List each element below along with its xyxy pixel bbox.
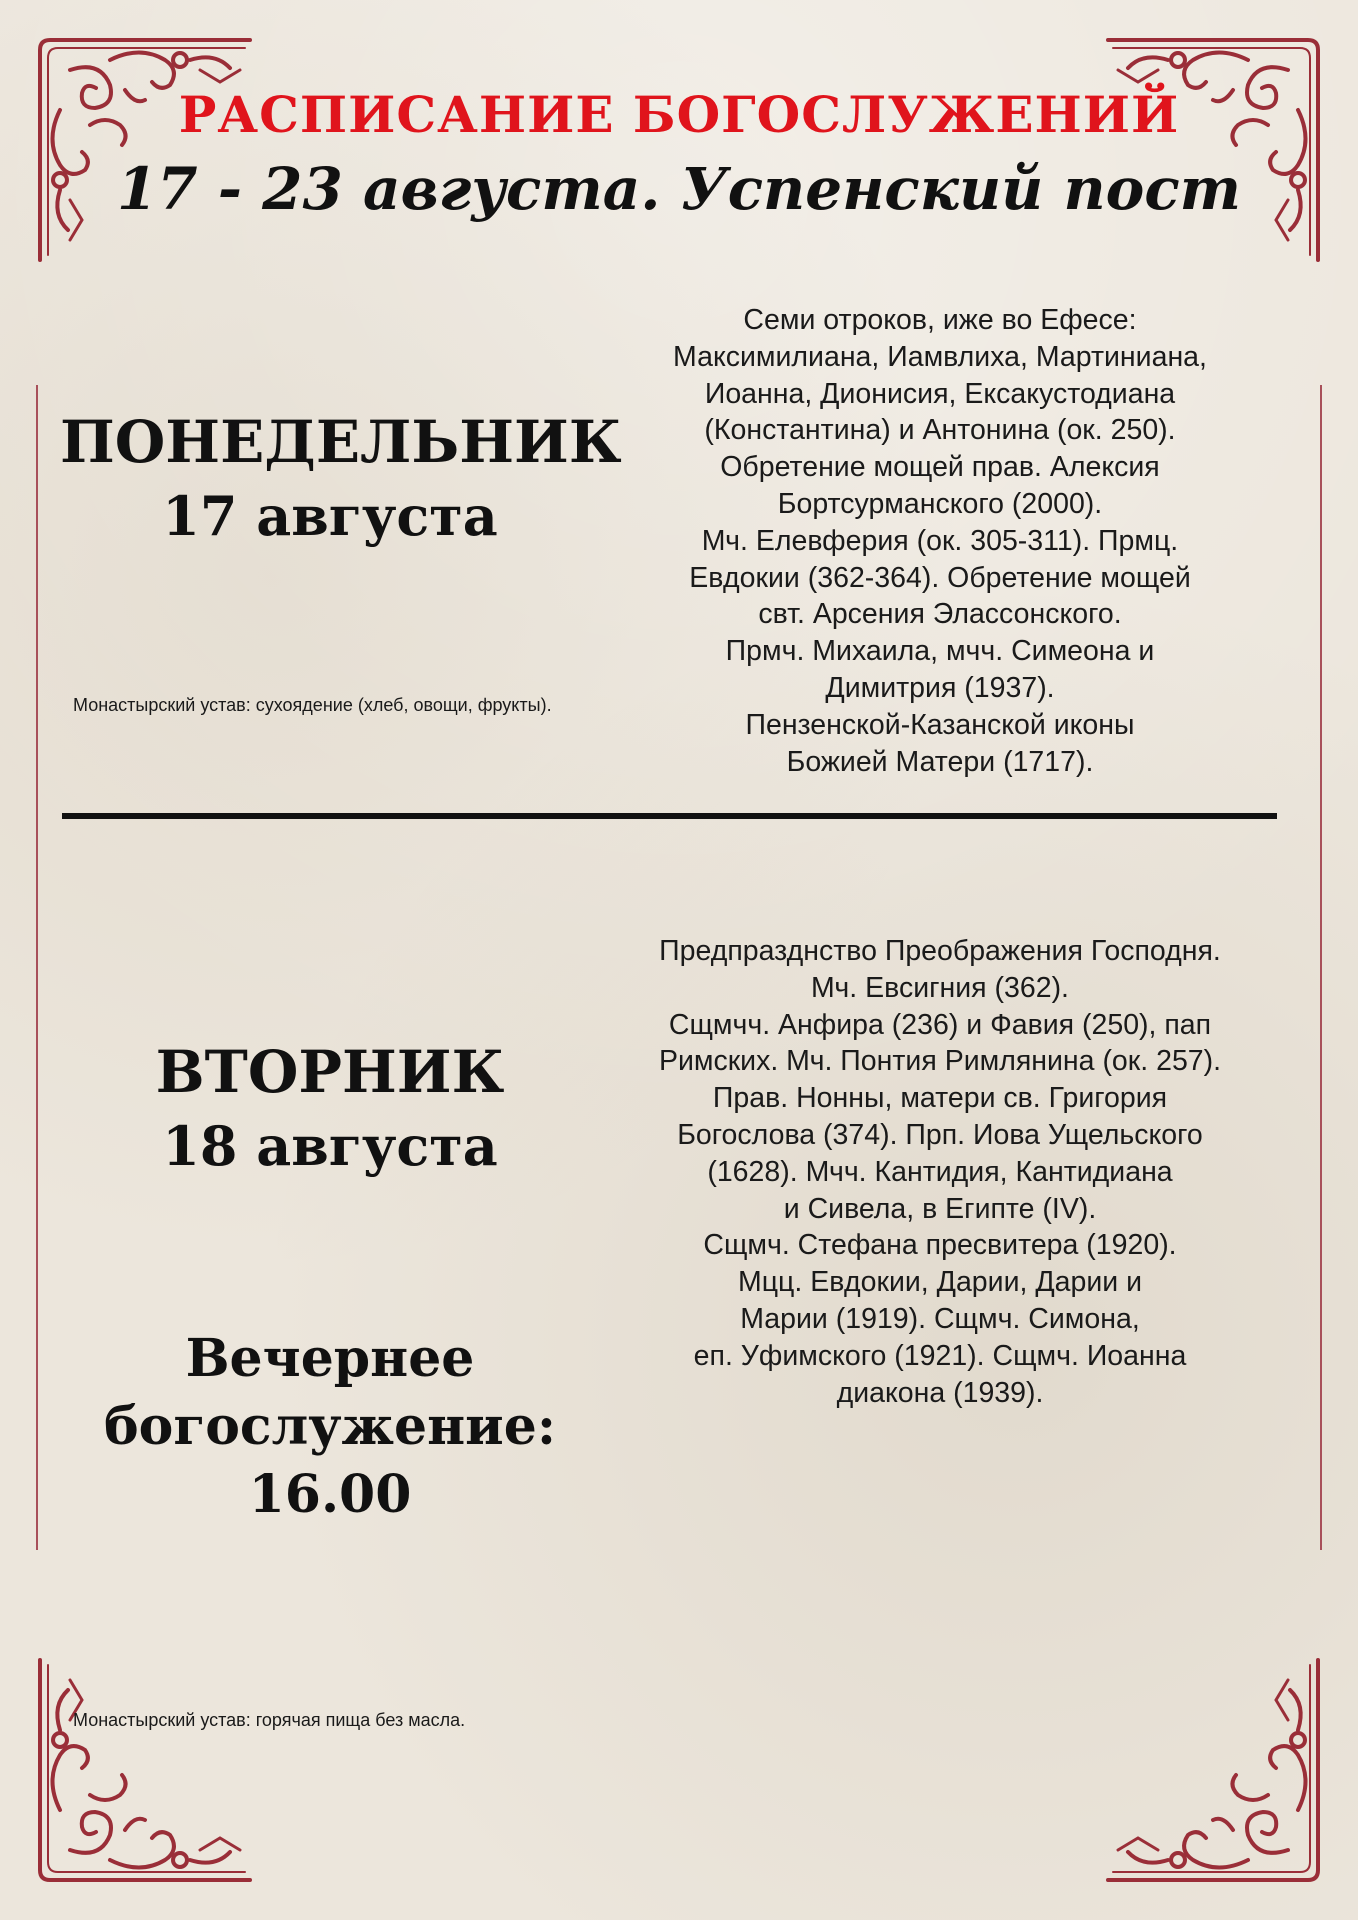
saints-list-tuesday [605,933,1275,1411]
saints-line: Пензенской-Казанской иконы [745,708,1135,741]
evening-service-line: богослужение: [103,1396,557,1457]
saints-line: Обретение мощей прав. Алексия [720,451,1160,484]
saints-line: Максимилиана, Иамвлиха, Мартиниана, [673,340,1207,373]
day-name: ВТОРНИК [155,1038,505,1106]
evening-service-line: 16.00 [248,1464,412,1525]
page-subtitle: 17 - 23 августа. Успенский пост [116,155,1242,223]
saints-line: еп. Уфимского (1921). Сщмч. Иоанна [693,1339,1187,1372]
saints-line: Марии (1919). Сщмч. Симона, [740,1302,1140,1335]
saints-line: Бортсурманского (2000). [777,487,1103,520]
saints-line: Мч. Елевферия (ок. 305-311). Прмц. [701,524,1179,557]
saints-line: Семи отроков, иже во Ефесе: [743,304,1137,336]
saints-line: Мч. Евсигния (362). [811,971,1069,1004]
border-line-left [36,385,38,1550]
monastic-rule-monday: Монастырский устав: сухоядение (хлеб, овощи, фрукты). [73,695,552,715]
saints-line: Евдокии (362-364). Обретение мощей [689,561,1191,594]
saints-line: Прмч. Михаила, мчч. Симеона и [725,635,1155,668]
saints-line: Димитрия (1937). [825,671,1055,704]
saints-line: Божией Матери (1717). [786,745,1094,778]
day-date: 18 августа [162,1114,498,1178]
day-heading-monday [60,405,622,553]
day-name: ПОНЕДЕЛЬНИК [60,408,622,476]
day-heading-tuesday [60,1035,600,1183]
monastic-rule-tuesday: Монастырский устав: горячая пища без масла. [73,1710,466,1730]
saints-line: Мцц. Евдокии, Дарии, Дарии и [737,1266,1143,1299]
corner-ornament-top-left [30,30,260,270]
saints-line: Предпразднство Преображения Господня. [659,935,1221,967]
corner-ornament-top-right [1098,30,1328,270]
day-date: 17 августа [162,484,498,548]
saints-line: Римских. Мч. Понтия Римлянина (ок. 257). [658,1045,1222,1078]
saints-list-monday [605,302,1275,780]
section-divider [62,813,1277,819]
saints-line: Богослова (374). Прп. Иова Ущельского [677,1118,1203,1151]
saints-line: Сщмч. Стефана пресвитера (1920). [703,1229,1177,1262]
saints-line: Прав. Нонны, матери св. Григория [712,1082,1168,1115]
evening-service-line: Вечернее [185,1328,475,1389]
saints-line: (Константина) и Антонина (ок. 250). [704,414,1176,447]
saints-line: и Сивела, в Египте (IV). [783,1192,1097,1225]
border-line-right [1320,385,1322,1550]
saints-line: Сщмчч. Анфира (236) и Фавия (250), пап [668,1008,1212,1041]
corner-ornament-bottom-left [30,1650,260,1890]
evening-service-time [60,1325,600,1529]
saints-line: (1628). Мчч. Кантидия, Кантидиана [707,1155,1173,1188]
saints-line: диакона (1939). [836,1376,1044,1409]
saints-line: Иоанна, Дионисия, Ексакустодиана [704,377,1176,410]
saints-line: свт. Арсения Элассонского. [758,598,1122,631]
corner-ornament-bottom-right [1098,1650,1328,1890]
page-title: РАСПИСАНИЕ БОГОСЛУЖЕНИЙ [178,85,1180,144]
